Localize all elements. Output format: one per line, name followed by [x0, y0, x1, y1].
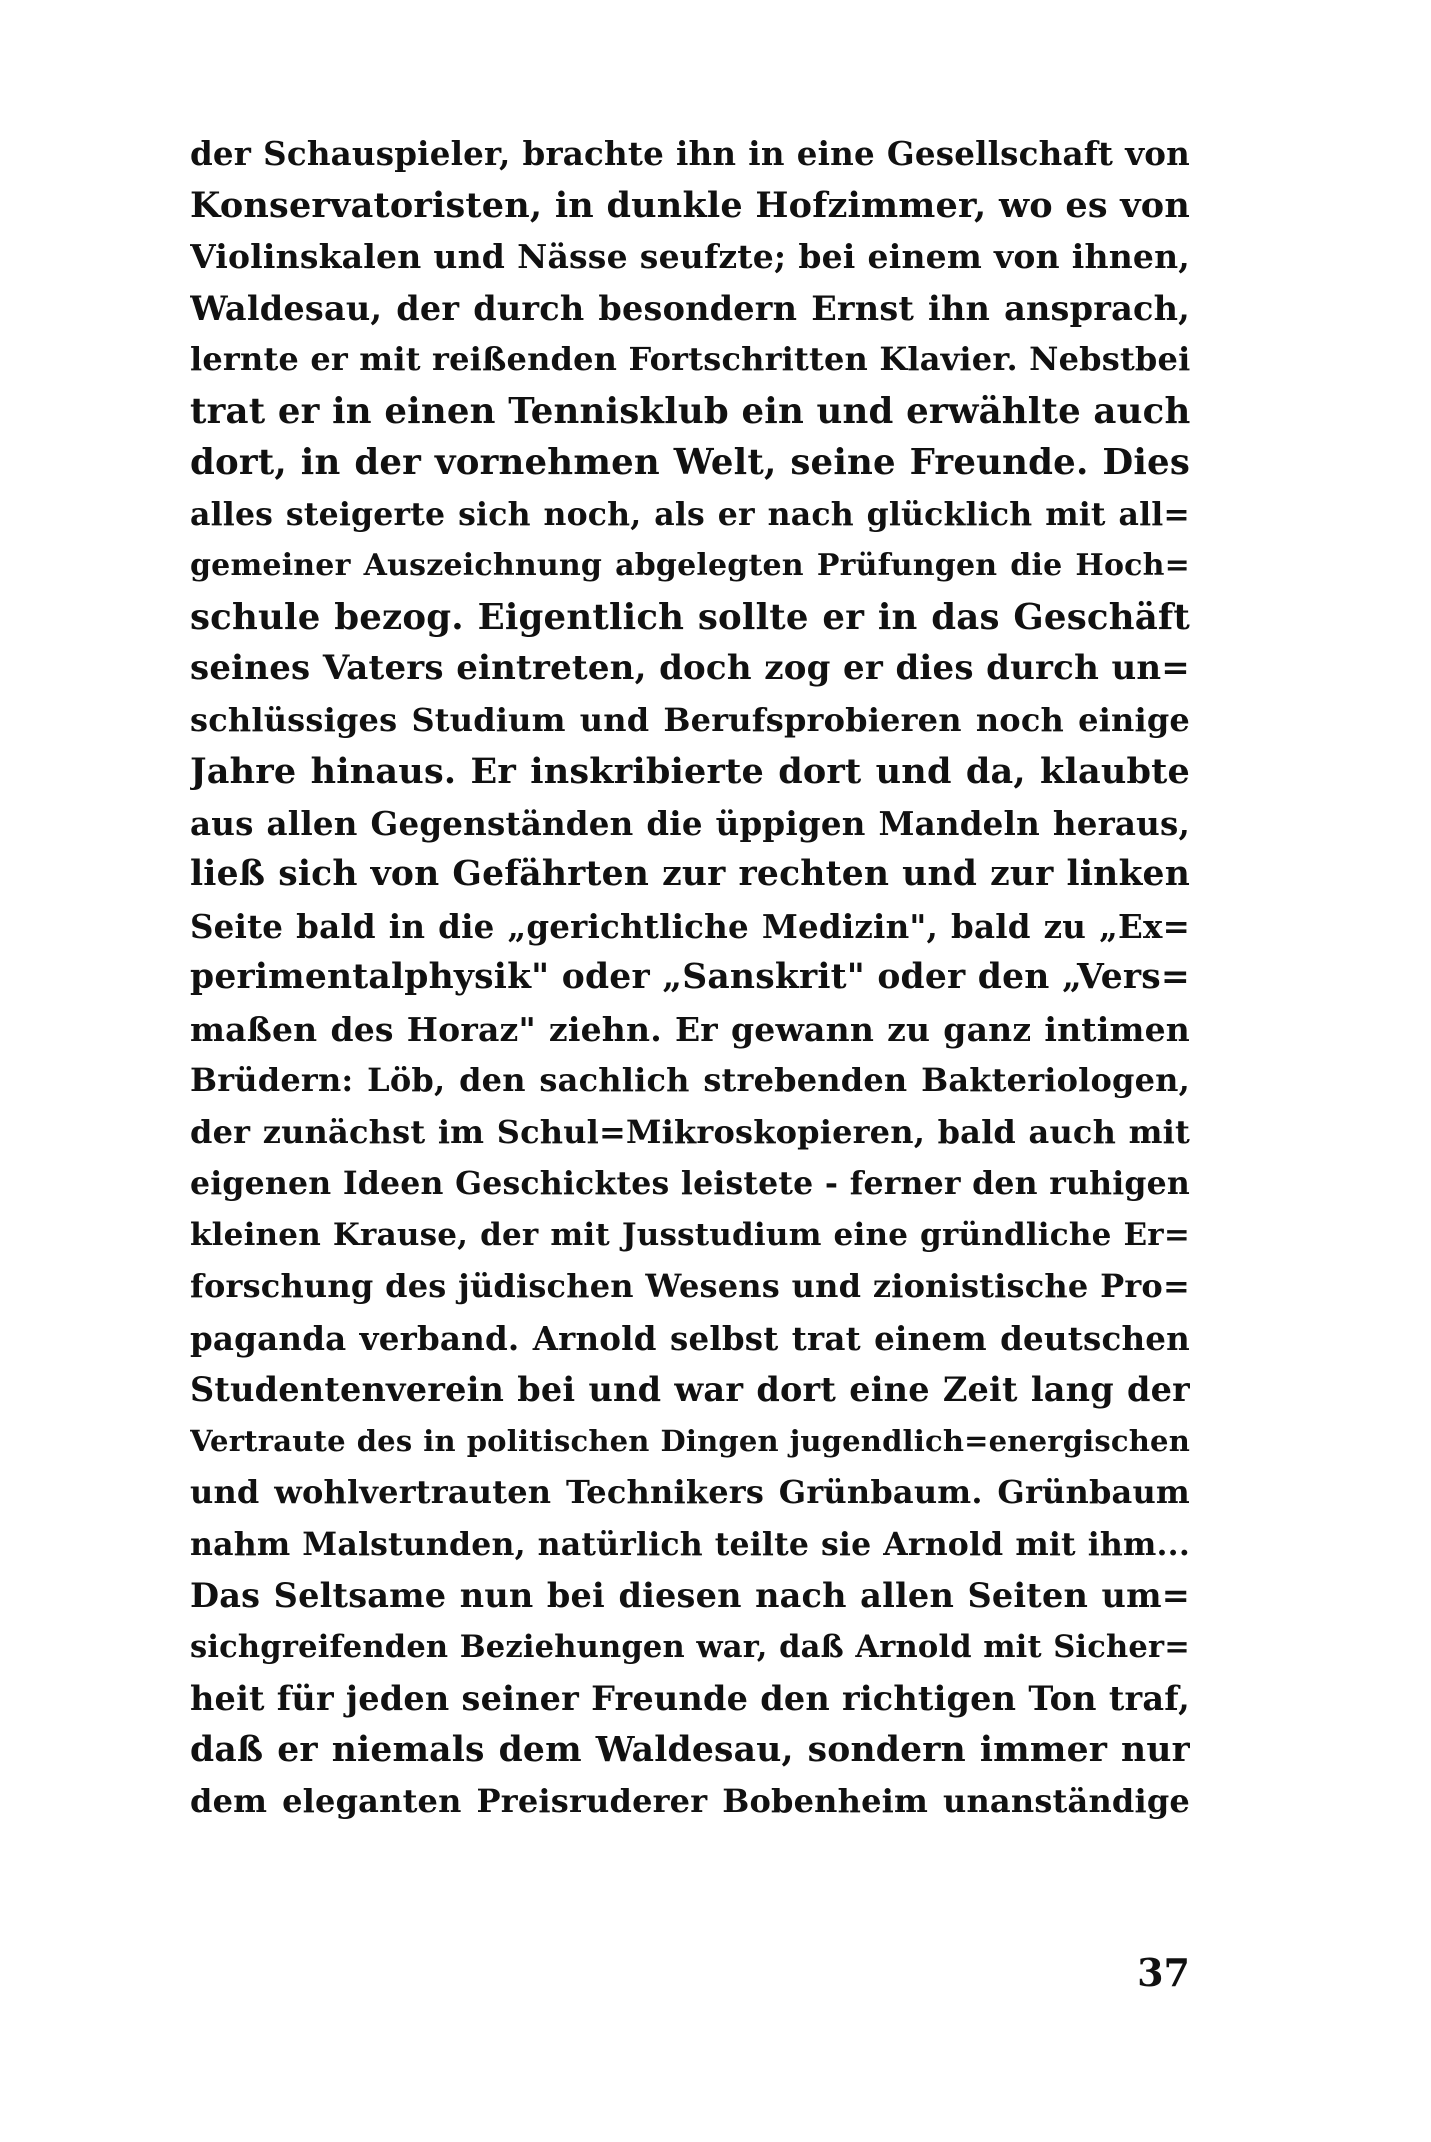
- text-line: trat er in einen Tennisklub ein und erwählte auch: [190, 390, 1190, 432]
- text-line: Konservatoristen, in dunkle Hofzimmer, wo es von: [190, 184, 1190, 226]
- text-line: heit für jeden seiner Freunde den richtigen Ton traf,: [190, 1679, 1190, 1718]
- text-line: seines Vaters eintreten, doch zog er dies durch un=: [190, 648, 1190, 688]
- text-line: alles steigerte sich noch, als er nach glücklich mit all=: [190, 495, 1190, 533]
- text-line: sichgreifenden Beziehungen war, daß Arnold mit Sicher=: [190, 1628, 1190, 1665]
- text-line: und wohlvertrauten Technikers Grünbaum. Grünbaum: [190, 1473, 1190, 1511]
- text-line: Seite bald in die „gerichtliche Medizin", bald zu „Ex=: [190, 906, 1190, 946]
- text-line: Brüdern: Löb, den sachlich strebenden Bakteriologen,: [190, 1061, 1190, 1099]
- text-line: der Schauspieler, brachte ihn in eine Gesellschaft von: [190, 134, 1190, 173]
- text-line: gemeiner Auszeichnung abgelegten Prüfungen die Hoch=: [190, 548, 1190, 583]
- text-line: Violinskalen und Nässe seufzte; bei einem von ihnen,: [190, 237, 1190, 276]
- text-line: Studentenverein bei und war dort eine Zeit lang der: [190, 1370, 1190, 1409]
- text-line: der zunächst im Schul=Mikroskopieren, bald auch mit: [190, 1112, 1190, 1151]
- text-line: Waldesau, der durch besondern Ernst ihn ansprach,: [190, 288, 1190, 328]
- text-line: perimentalphysik" oder „Sanskrit" oder den „Vers=: [190, 957, 1190, 997]
- text-line: Jahre hinaus. Er inskribierte dort und da, klaubte: [190, 751, 1190, 792]
- text-line: eigenen Ideen Geschicktes leistete - ferner den ruhigen: [190, 1165, 1190, 1202]
- text-line: daß er niemals dem Waldesau, sondern immer nur: [190, 1729, 1190, 1770]
- body-text: [190, 128, 1190, 1828]
- text-line: nahm Malstunden, natürlich teilte sie Arnold mit ihm...: [190, 1525, 1190, 1563]
- text-line: kleinen Krause, der mit Jusstudium eine gründliche Er=: [190, 1216, 1190, 1253]
- text-line: dort, in der vornehmen Welt, seine Freunde. Dies: [190, 442, 1190, 483]
- text-line: schlüssiges Studium und Berufsprobieren noch einige: [190, 700, 1190, 739]
- text-line: schule bezog. Eigentlich sollte er in das Geschäft: [190, 596, 1190, 638]
- text-line: ließ sich von Gefährten zur rechten und zur linken: [190, 854, 1190, 894]
- text-line: lernte er mit reißenden Fortschritten Klavier. Nebstbei: [190, 340, 1190, 378]
- page-number: 37: [1137, 1950, 1190, 1995]
- text-line: paganda verband. Arnold selbst trat einem deutschen: [190, 1318, 1190, 1358]
- text-line: Das Seltsame nun bei diesen nach allen Seiten um=: [190, 1576, 1190, 1615]
- text-line: dem eleganten Preisruderer Bobenheim unanständige: [190, 1782, 1190, 1820]
- text-line: forschung des jüdischen Wesens und zionistische Pro=: [190, 1267, 1190, 1305]
- text-line: maßen des Horaz" ziehn. Er gewann zu ganz intimen: [190, 1009, 1190, 1049]
- text-line: aus allen Gegenständen die üppigen Mandeln heraus,: [190, 803, 1190, 843]
- text-line: Vertraute des in politischen Dingen jugendlich=energischen: [190, 1423, 1190, 1458]
